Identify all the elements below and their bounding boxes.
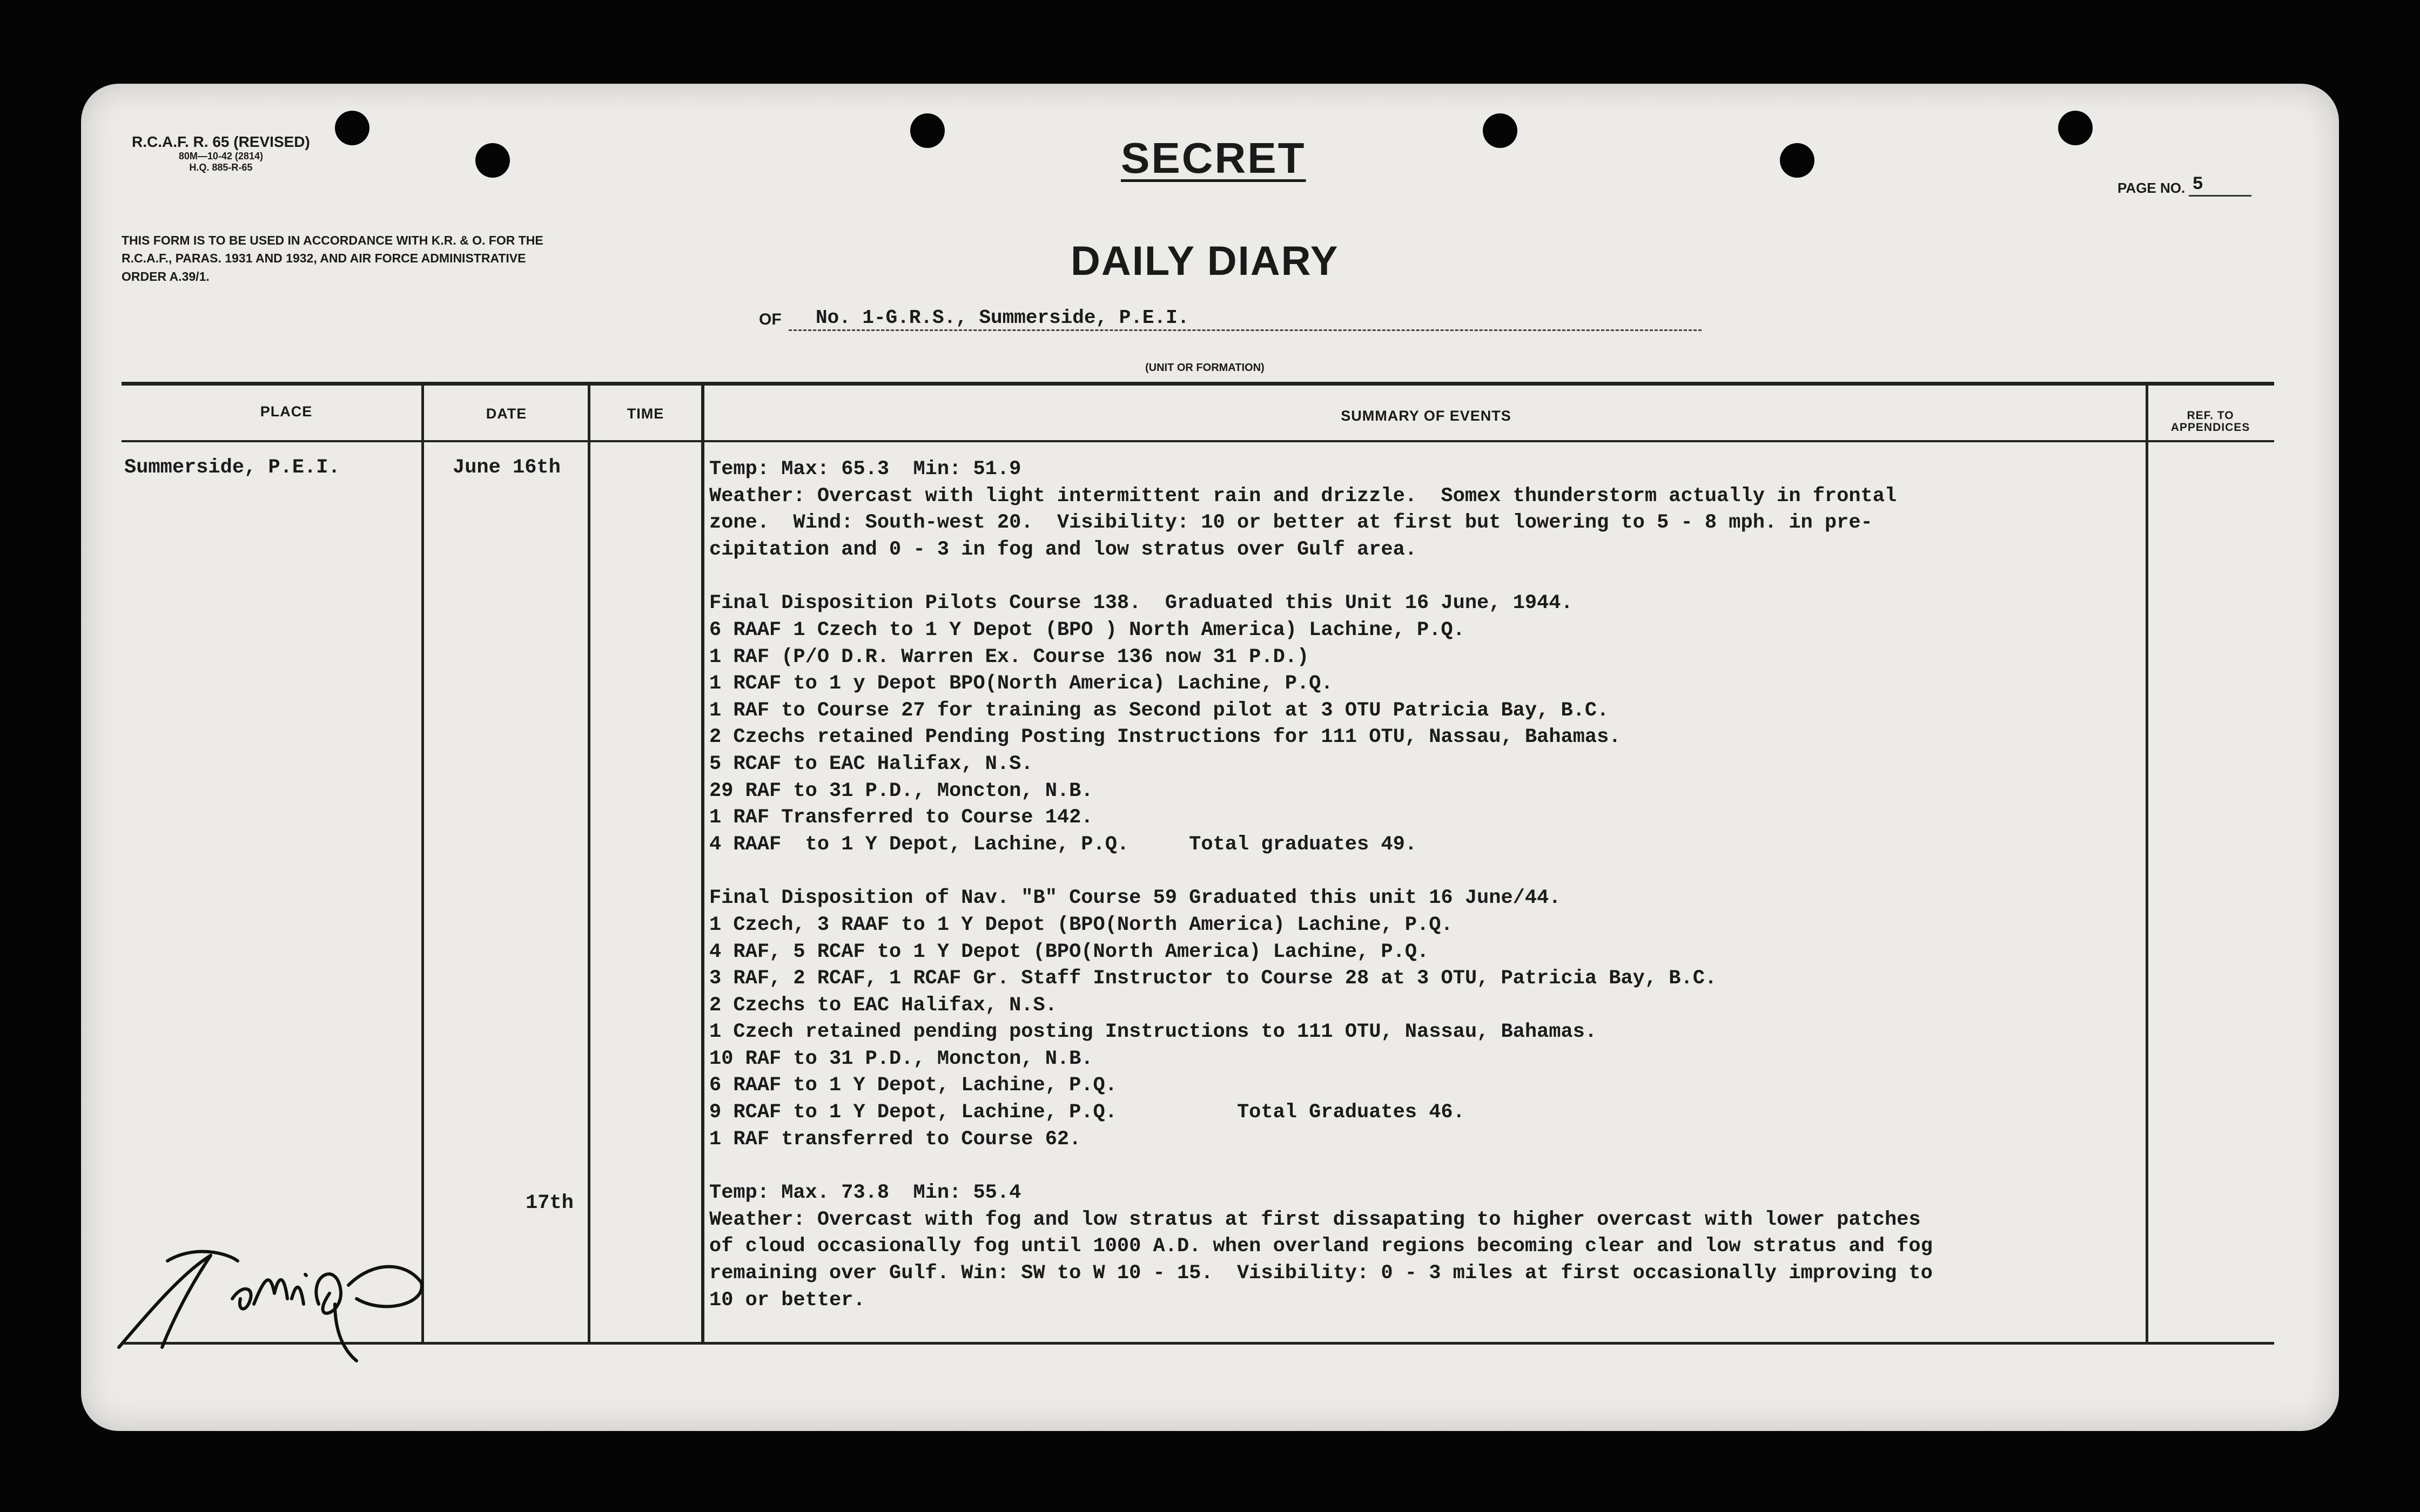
event-line: zone. Wind: South-west 20. Visibility: 10 or better at first but lowering to 5 - 8 mph. in pre-: [709, 511, 1873, 535]
event-line: cipitation and 0 - 3 in fog and low stratus over Gulf area.: [709, 538, 1417, 561]
event-line: 3 RAF, 2 RCAF, 1 RCAF Gr. Staff Instructor to Course 28 at 3 OTU, Patricia Bay, B.C.: [709, 967, 1717, 990]
unit-prefix: OF: [759, 310, 782, 328]
form-instructions: THIS FORM IS TO BE USED IN ACCORDANCE WITH K.R. & O. FOR THE R.C.A.F., PARAS. 1931 AND 1932, AND AIR FORCE ADMINISTRATIVE ORDER A.39/1.: [122, 233, 543, 284]
punch-hole: [475, 143, 510, 178]
punch-hole: [1483, 113, 1517, 148]
event-line: 1 RCAF to 1 y Depot BPO(North America) Lachine, P.Q.: [709, 672, 1333, 696]
event-line: 4 RAF, 5 RCAF to 1 Y Depot (BPO(North America) Lachine, P.Q.: [709, 940, 1429, 963]
event-line: remaining over Gulf. Win: SW to W 10 - 15. Visibility: 0 - 3 miles at first occasionally improving to: [709, 1262, 1933, 1285]
event-line: 4 RAAF to 1 Y Depot, Lachine, P.Q. Total graduates 49.: [709, 833, 1417, 856]
table-top-rule: [122, 382, 2274, 386]
table-bottom-rule: [122, 1342, 2274, 1345]
unit-caption: (UNIT OR FORMATION): [1145, 362, 1265, 374]
summary-of-events: [709, 456, 2071, 1314]
event-line: 1 RAF (P/O D.R. Warren Ex. Course 136 now 31 P.D.): [709, 645, 1309, 669]
event-line: 1 RAF Transferred to Course 142.: [709, 806, 1093, 829]
paragraph-gap: [709, 1153, 2071, 1180]
date-entry: June 16th: [453, 456, 561, 479]
signature: [103, 1223, 438, 1385]
event-line: 9 RCAF to 1 Y Depot, Lachine, P.Q. Total Graduates 46.: [709, 1101, 1465, 1124]
paragraph-gap: [709, 858, 2071, 885]
column-divider: [588, 385, 590, 1342]
event-line: Final Disposition of Nav. "B" Course 59 Graduated this unit 16 June/44.: [709, 887, 1561, 910]
column-divider: [421, 385, 424, 1342]
column-header-summary: SUMMARY OF EVENTS: [1341, 408, 1511, 424]
event-line: Temp: Max: 65.3 Min: 51.9: [709, 458, 1021, 481]
form-code-line: R.C.A.F. R. 65 (REVISED): [132, 133, 310, 150]
event-line: 1 Czech retained pending posting Instructions to 111 OTU, Nassau, Bahamas.: [709, 1021, 1597, 1044]
event-line: 5 RCAF to EAC Halifax, N.S.: [709, 752, 1033, 775]
diary-form-card: [81, 84, 2339, 1431]
event-line: 6 RAAF 1 Czech to 1 Y Depot (BPO ) North America) Lachine, P.Q.: [709, 618, 1465, 642]
event-line: 10 RAF to 31 P.D., Moncton, N.B.: [709, 1047, 1093, 1070]
document-title: DAILY DIARY: [1071, 238, 1339, 284]
punch-hole: [910, 113, 945, 148]
event-line: Weather: Overcast with light intermittent rain and drizzle. Somex thunderstorm actually in frontal: [709, 484, 1897, 508]
classification-heading: SECRET: [1121, 134, 1306, 182]
event-line: 2 Czechs retained Pending Posting Instructions for 111 OTU, Nassau, Bahamas.: [709, 726, 1621, 749]
event-line: 6 RAAF to 1 Y Depot, Lachine, P.Q.: [709, 1074, 1117, 1097]
event-line: 10 or better.: [709, 1288, 865, 1312]
event-line: Weather: Overcast with fog and low stratus at first dissapating to higher overcast with lower patches: [709, 1208, 1921, 1231]
header-divider: [122, 440, 2274, 442]
event-line: 2 Czechs to EAC Halifax, N.S.: [709, 994, 1057, 1017]
page-number-label: PAGE NO.: [2118, 180, 2186, 196]
paragraph-gap: [709, 563, 2071, 590]
unit-field: No. 1-G.R.S., Summerside, P.E.I.: [789, 307, 1702, 331]
column-divider: [2146, 385, 2148, 1342]
punch-hole: [1780, 143, 1814, 178]
form-code-line: H.Q. 885-R-65: [189, 161, 253, 173]
punch-hole: [335, 111, 369, 145]
page-number-value: 5: [2189, 174, 2251, 197]
page-number-field: [2118, 174, 2251, 197]
form-code-line: 80M—10-42 (2814): [178, 151, 263, 162]
event-line: 29 RAF to 31 P.D., Moncton, N.B.: [709, 779, 1093, 802]
event-line: Temp: Max. 73.8 Min: 55.4: [709, 1182, 1021, 1205]
column-header-time: TIME: [627, 406, 664, 422]
event-line: Final Disposition Pilots Course 138. Graduated this Unit 16 June, 1944.: [709, 592, 1573, 615]
place-entry: Summerside, P.E.I.: [124, 456, 340, 479]
event-line: 1 RAF transferred to Course 62.: [709, 1128, 1081, 1151]
column-header-place: PLACE: [260, 403, 313, 420]
column-divider: [701, 385, 704, 1342]
form-code: [132, 133, 310, 173]
event-line: 1 RAF to Course 27 for training as Second pilot at 3 OTU Patricia Bay, B.C.: [709, 699, 1609, 722]
column-header-date: DATE: [486, 406, 527, 422]
punch-hole: [2058, 111, 2093, 145]
date-entry: 17th: [526, 1192, 574, 1214]
column-header-ref: REF. TO APPENDICES: [2170, 409, 2250, 434]
event-line: 1 Czech, 3 RAAF to 1 Y Depot (BPO(North America) Lachine, P.Q.: [709, 913, 1453, 936]
event-line: of cloud occasionally fog until 1000 A.D. when overland regions becoming clear and low stratus and fog: [709, 1235, 1933, 1258]
